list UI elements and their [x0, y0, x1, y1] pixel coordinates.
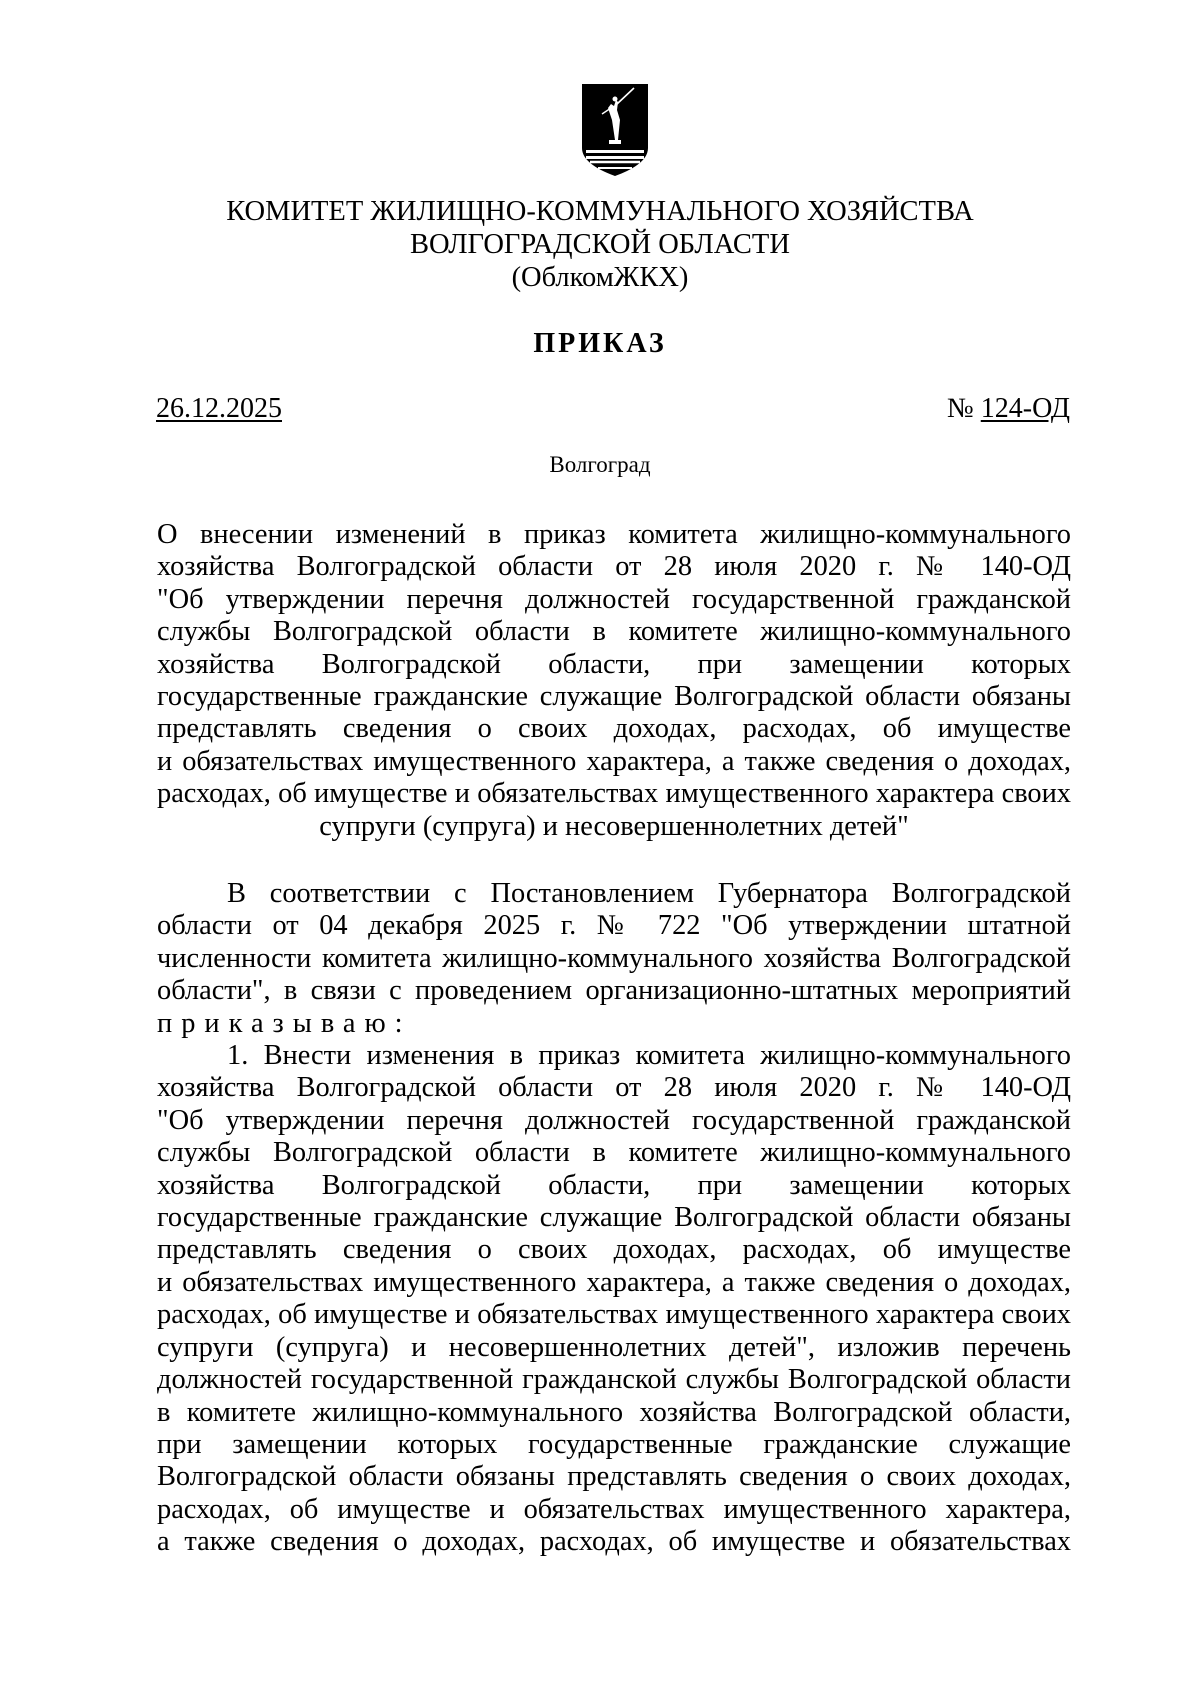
item-1-line: должностей государственной гражданской службы Волгоградской области — [157, 1364, 1071, 1396]
organization-header — [0, 195, 1200, 294]
subject-line: хозяйства Волгоградской области от 28 июля 2020 г. № 140-ОД — [157, 551, 1071, 583]
subject-line: государственные гражданские служащие Волгоградской области обязаны — [157, 681, 1071, 713]
subject-line: супруги (супруга) и несовершеннолетних детей" — [319, 810, 909, 842]
document-city: Волгоград — [549, 452, 651, 477]
subject-line: службы Волгоградской области в комитете жилищно-коммунального — [157, 616, 1071, 648]
item-1-line: при замещении которых государственные гражданские служащие — [157, 1428, 1071, 1460]
org-abbreviation: (ОблкомЖКХ) — [511, 262, 689, 293]
coat-of-arms-emblem — [578, 80, 652, 180]
item-1-line: службы Волгоградской области в комитете жилищно-коммунального — [157, 1137, 1071, 1169]
item-1-line: представлять сведения о своих доходах, расходах, об имуществе — [157, 1234, 1071, 1266]
item-1-line: в комитете жилищно-коммунального хозяйства Волгоградской области, — [157, 1396, 1071, 1428]
subject-line: представлять сведения о своих доходах, расходах, об имуществе — [157, 713, 1071, 745]
item-1-line: расходах, об имуществе и обязательствах имущественного характера своих — [157, 1299, 1071, 1331]
order-keyword: приказываю: — [157, 1007, 412, 1039]
preamble-line: В соответствии с Постановлением Губернатора Волгоградской — [227, 878, 1071, 909]
item-1-line: и обязательствах имущественного характера, а также сведения о доходах, — [157, 1266, 1071, 1298]
document-number — [947, 393, 1070, 425]
subject-line: расходах, об имуществе и обязательствах имущественного характера своих — [157, 778, 1071, 810]
preamble-line: численности комитета жилищно-коммунального хозяйства Волгоградской — [157, 942, 1071, 974]
preamble-line: области от 04 декабря 2025 г. № 722 "Об утверждении штатной — [157, 910, 1071, 942]
item-1-line: хозяйства Волгоградской области, при замещении которых — [157, 1169, 1071, 1201]
number-sign: № — [947, 393, 981, 424]
item-1-line: расходах, об имуществе и обязательствах имущественного характера, — [157, 1493, 1071, 1525]
item-1-line: "Об утверждении перечня должностей государственной гражданской — [157, 1104, 1071, 1136]
subject-line: "Об утверждении перечня должностей государственной гражданской — [157, 583, 1071, 615]
item-1-line: Волгоградской области обязаны представлять сведения о своих доходах, — [157, 1461, 1071, 1493]
item-1-line: государственные гражданские служащие Волгоградской области обязаны — [157, 1202, 1071, 1234]
order-body — [157, 878, 1071, 1559]
subject-line: О внесении изменений в приказ комитета жилищно-коммунального — [157, 519, 1071, 550]
org-name-line-2: ВОЛГОГРАДСКОЙ ОБЛАСТИ — [410, 229, 790, 260]
order-subject — [157, 519, 1071, 843]
item-1-line: а также сведения о доходах, расходах, об имуществе и обязательствах — [157, 1526, 1071, 1558]
item-1-line: хозяйства Волгоградской области от 28 июля 2020 г. № 140-ОД — [157, 1072, 1071, 1104]
document-date: 26.12.2025 — [156, 393, 282, 424]
item-1-line: 1. Внести изменения в приказ комитета жилищно-коммунального — [227, 1040, 1071, 1072]
document-type-title: ПРИКАЗ — [533, 328, 667, 359]
subject-line: и обязательствах имущественного характера, а также сведения о доходах, — [157, 745, 1071, 777]
preamble-line: области", в связи с проведением организационно-штатных мероприятий — [157, 975, 1071, 1007]
subject-line: хозяйства Волгоградской области, при замещении которых — [157, 648, 1071, 680]
org-name-line-1: КОМИТЕТ ЖИЛИЩНО-КОММУНАЛЬНОГО ХОЗЯЙСТВА — [226, 196, 974, 227]
item-1-line: супруги (супруга) и несовершеннолетних детей", изложив перечень — [157, 1331, 1071, 1363]
number-value: 124-ОД — [980, 393, 1070, 424]
